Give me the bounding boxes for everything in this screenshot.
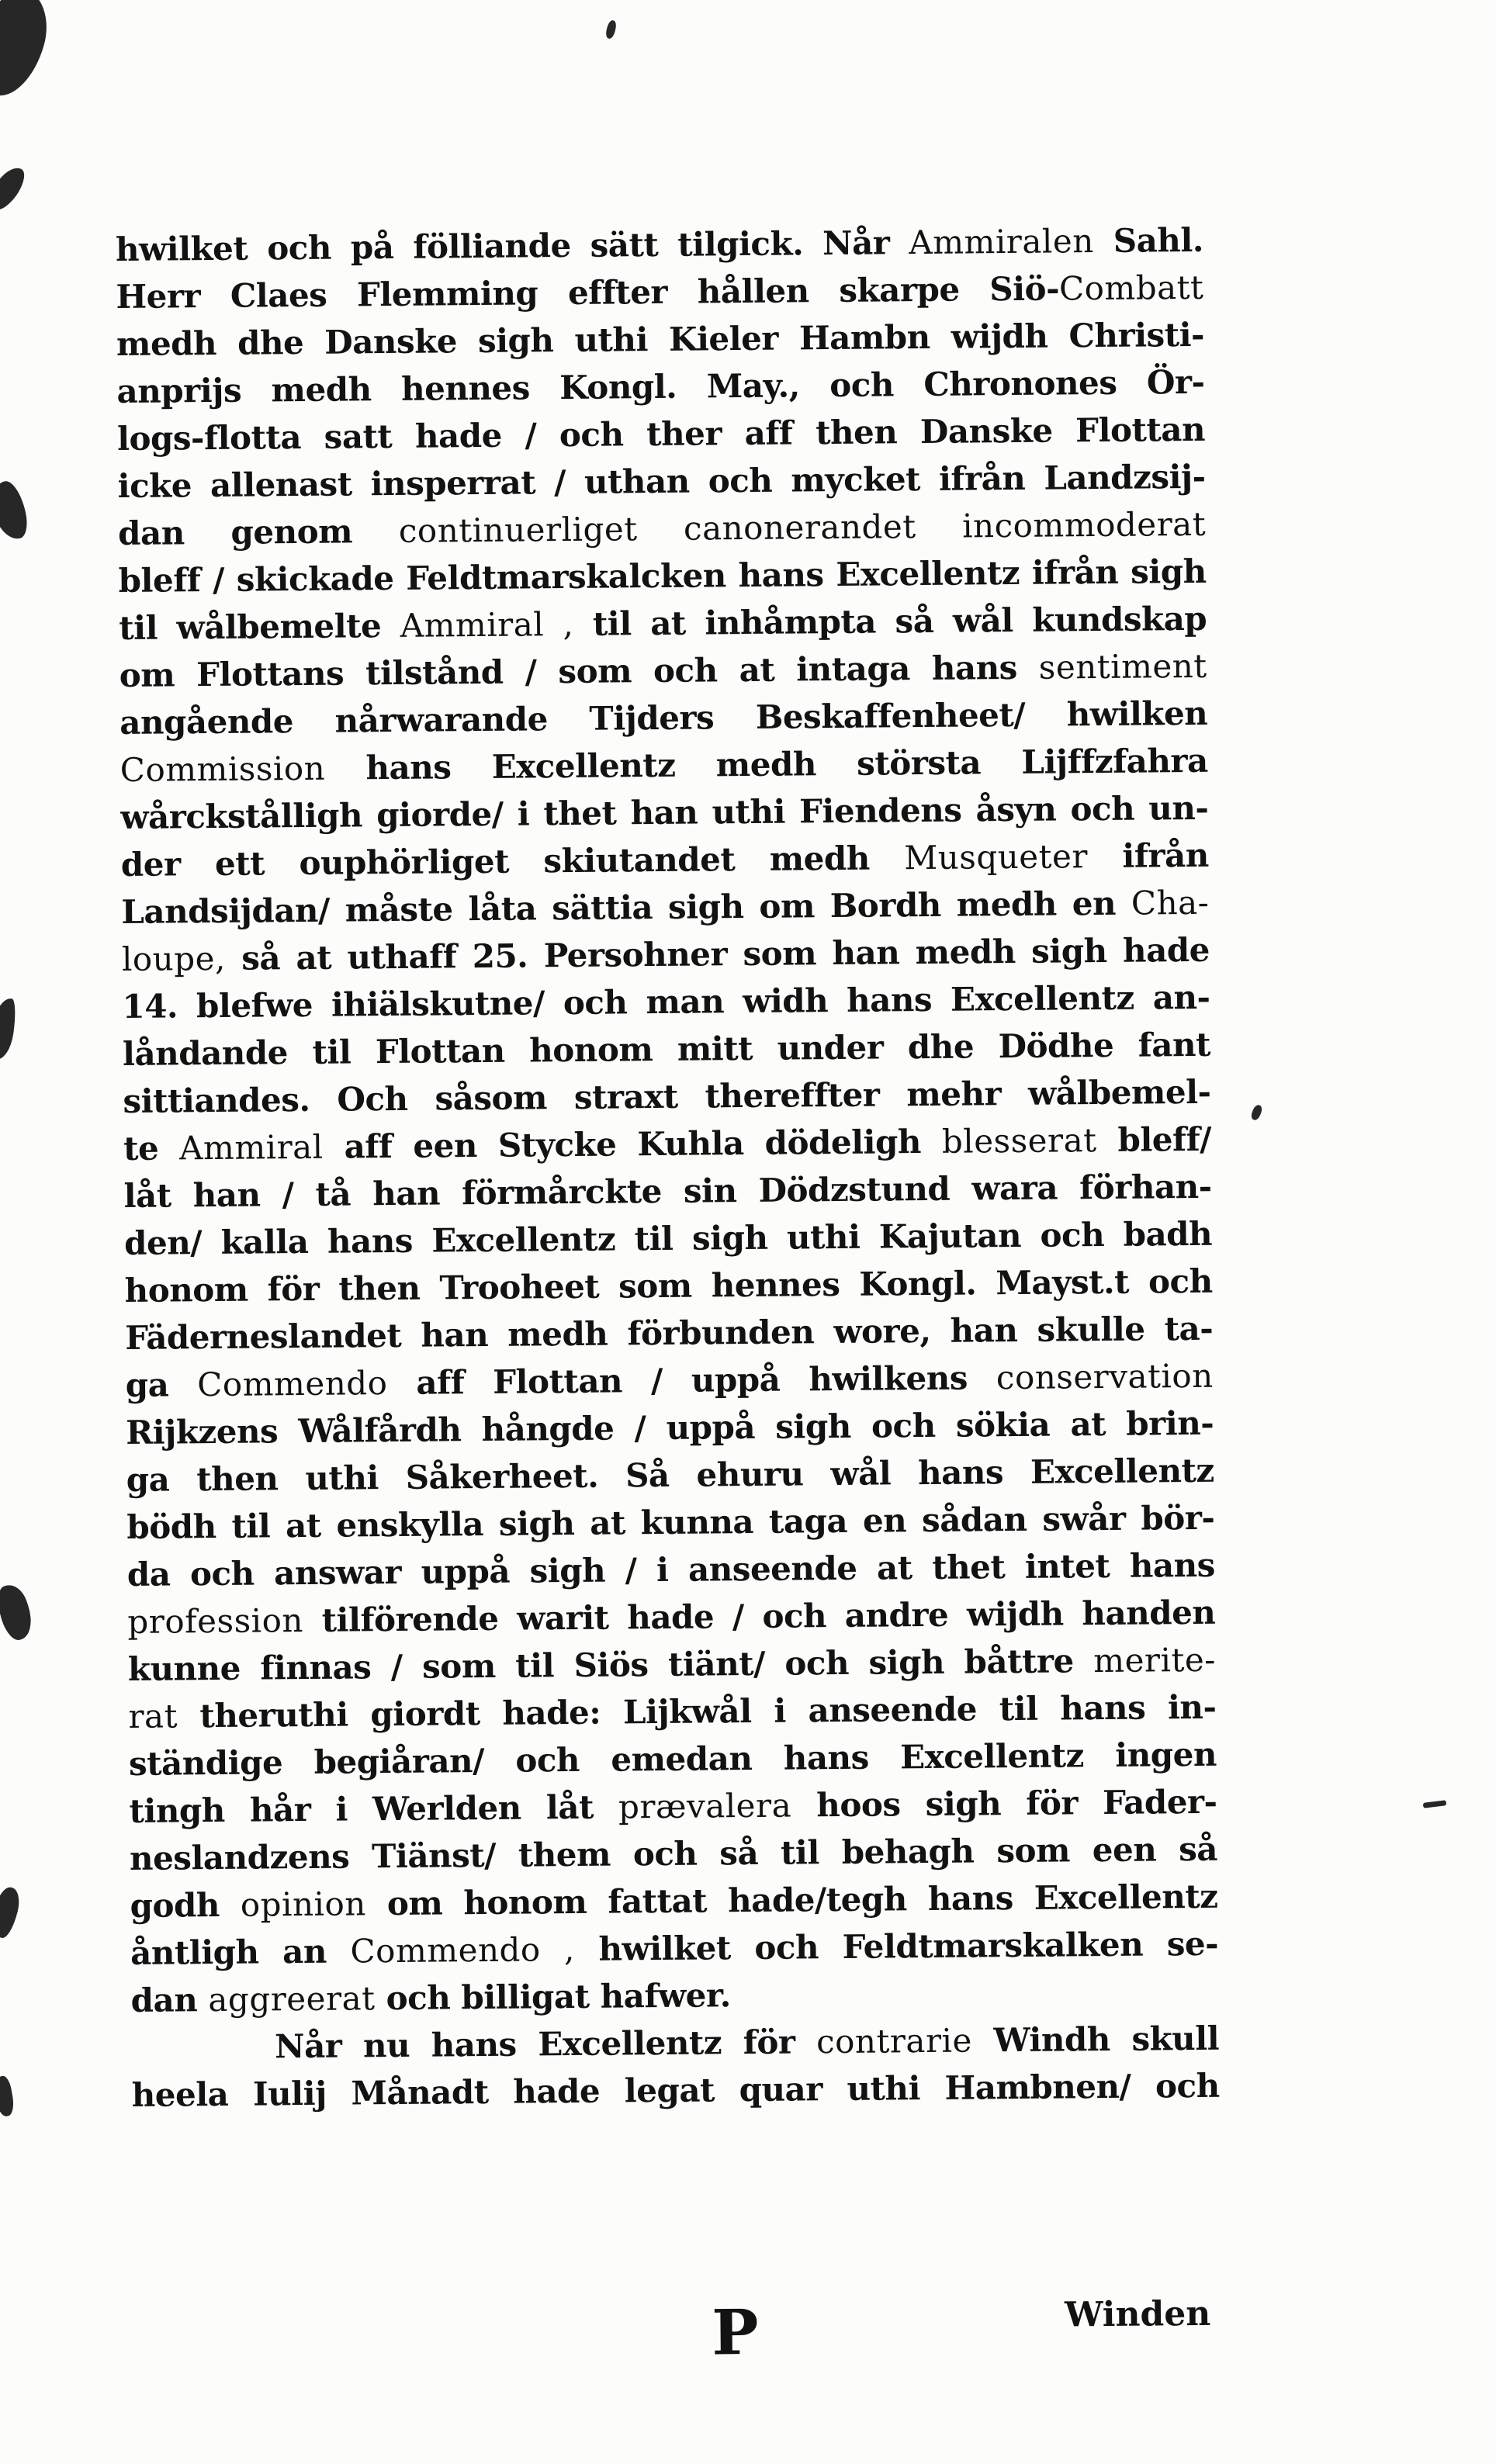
text-line bbox=[131, 2062, 1219, 2119]
text-segment: conservation bbox=[996, 1356, 1214, 1397]
text-segment: hans Excellentz medh största Lijffzfahra bbox=[324, 741, 1208, 787]
text-block bbox=[116, 216, 1220, 2119]
text-segment: opinion bbox=[240, 1884, 367, 1924]
text-segment: Commendo bbox=[197, 1364, 388, 1404]
text-segment: medh dhe Danske sigh uthi Kieler Hambn wijdh Christi- bbox=[116, 315, 1205, 364]
text-segment: Når nu hans Excellentz för bbox=[274, 2023, 817, 2066]
text-segment: Ammiral bbox=[178, 1127, 324, 1168]
text-segment: tilförende warit hade / och andre wijdh handen bbox=[303, 1593, 1216, 1640]
text-segment: hoos sigh för Fader- bbox=[791, 1782, 1217, 1825]
text-segment: så at uthaff 25. Persohner som han medh sigh hade bbox=[225, 930, 1210, 978]
text-segment: logs-flotta satt hade / och ther aff then Danske Flottan bbox=[116, 410, 1206, 459]
text-segment: bleff / skickade Feldtmarskalcken hans Excellentz ifrån sigh bbox=[118, 552, 1207, 600]
text-segment: prævalera bbox=[618, 1786, 792, 1826]
text-segment: ständige begiåran/ och emedan hans Excellentz ingen bbox=[128, 1735, 1217, 1783]
text-segment: Ammiral , bbox=[400, 604, 574, 645]
text-segment: Windh skull bbox=[971, 2019, 1220, 2060]
text-segment: dan bbox=[130, 1981, 209, 2019]
text-segment: sittiandes. Och såsom straxt thereffter mehr wålbemel- bbox=[123, 1072, 1211, 1121]
text-segment: continuerliget canonerandet incommoderat bbox=[398, 504, 1207, 550]
text-segment: aff Flottan / uppå hwilkens bbox=[387, 1358, 997, 1403]
text-segment: Commission bbox=[119, 749, 326, 790]
text-segment: och billigat hafwer. bbox=[375, 1976, 731, 2018]
signature-mark: P bbox=[712, 2295, 759, 2369]
text-segment: loupe, bbox=[121, 939, 227, 979]
text-segment: åntligh an bbox=[130, 1932, 351, 1972]
text-segment: Fäderneslandet han medh förbunden wore, han skulle ta- bbox=[124, 1309, 1214, 1358]
text-segment: til at inhåmpta så wål kundskap bbox=[573, 599, 1207, 643]
text-segment: Commendo , bbox=[350, 1929, 576, 1971]
text-segment: låt han / tå han förmårckte sin Dödzstund wara förhan- bbox=[123, 1167, 1212, 1216]
text-segment: 14. blefwe ihiälskutne/ och man widh hans Excellentz an- bbox=[122, 978, 1210, 1026]
text-segment: godh bbox=[130, 1885, 241, 1925]
text-segment: sentiment bbox=[1038, 646, 1207, 687]
text-segment: tingh hår i Werlden låt bbox=[129, 1787, 619, 1830]
text-segment: profession bbox=[127, 1601, 304, 1641]
text-segment: om honom fattat hade/tegh hans Excellentz bbox=[365, 1877, 1218, 1923]
text-segment: te bbox=[123, 1129, 180, 1168]
text-line bbox=[130, 1920, 1218, 1977]
text-segment: anprijs medh hennes Kongl. May., och Chronones Ör- bbox=[116, 362, 1205, 411]
text-segment: icke allenast insperrat / uthan och mycket ifrån Landzsij- bbox=[117, 457, 1206, 506]
text-segment: hwilket och Feldtmarskalken se- bbox=[574, 1924, 1219, 1968]
text-segment: Ammiralen bbox=[909, 222, 1094, 262]
text-segment: Sahl. bbox=[1093, 220, 1204, 261]
text-segment: ga then uthi Såkerheet. Så ehuru wål hans Excellentz bbox=[126, 1451, 1214, 1500]
text-segment: Rijkzens Wålfårdh hångde / uppå sigh och sökia at brin- bbox=[126, 1403, 1214, 1452]
text-segment: hwilket och på fölliande sätt tilgick. Når bbox=[115, 223, 909, 269]
text-segment: om Flottans tilstånd / som och at intaga hans bbox=[119, 648, 1040, 695]
text-segment: honom för then Trooheet som hennes Kongl. Mayst.t och bbox=[124, 1261, 1213, 1310]
text-segment: Cha- bbox=[1131, 883, 1210, 922]
text-segment: der ett ouphörliget skiutandet medh bbox=[120, 839, 905, 884]
text-segment: da och answar uppå sigh / i anseende at thet intet hans bbox=[126, 1545, 1216, 1594]
text-segment: aff een Stycke Kuhla dödeligh bbox=[323, 1122, 943, 1166]
text-segment: til wålbemelte bbox=[118, 606, 400, 648]
text-segment: kunne finnas / som til Siös tiänt/ och sigh båttre bbox=[127, 1642, 1094, 1688]
text-segment: wårckstålligh giorde/ i thet han uthi Fiendens åsyn och un- bbox=[120, 788, 1209, 837]
text-segment: neslandzens Tiänst/ them och så til behagh som een så bbox=[129, 1829, 1218, 1877]
text-segment: heela Iulij Månadt hade legat quar uthi Hambnen/ och bbox=[131, 2066, 1220, 2114]
text-segment: ifrån bbox=[1087, 836, 1210, 876]
text-segment: merite- bbox=[1093, 1640, 1217, 1680]
text-segment: angående nårwarande Tijders Beskaffenheet/ hwilken bbox=[119, 694, 1208, 742]
text-segment: bödh til at enskylla sigh at kunna taga en sådan swår bör- bbox=[126, 1498, 1215, 1547]
text-segment: dan genom bbox=[117, 511, 400, 553]
text-segment: ga bbox=[125, 1365, 198, 1405]
text-segment: Landsijdan/ måste låta sättia sigh om Bordh medh en bbox=[121, 884, 1132, 932]
text-segment: bleff/ bbox=[1096, 1120, 1212, 1160]
catchword: Winden bbox=[1064, 2293, 1211, 2335]
text-segment: Combatt bbox=[1058, 268, 1204, 308]
text-segment: blesserat bbox=[941, 1121, 1097, 1161]
text-segment: rat bbox=[128, 1697, 200, 1736]
text-segment: Musqueter bbox=[904, 837, 1089, 877]
text-segment: Herr Claes Flemming effter hållen skarpe Siö- bbox=[116, 269, 1060, 317]
text-segment: den/ kalla hans Excellentz til sigh uthi Kajutan och badh bbox=[123, 1214, 1213, 1263]
text-segment: contrarie bbox=[816, 2021, 973, 2061]
text-segment: theruthi giordt hade: Lijkwål i anseende til hans in- bbox=[199, 1687, 1217, 1736]
text-segment: låndande til Flottan honom mitt under dhe Dödhe fant bbox=[122, 1025, 1211, 1074]
text-segment: aggreerat bbox=[208, 1979, 376, 2019]
